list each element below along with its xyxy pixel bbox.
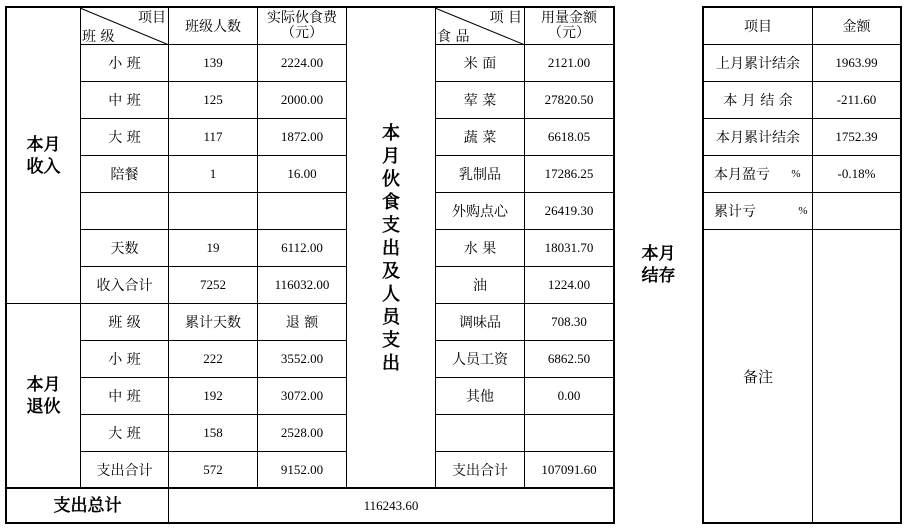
balance-row-name: 累计亏 — [714, 204, 756, 220]
expense-row-name: 支出合计 — [452, 462, 508, 479]
income-row-count: 7252 — [200, 277, 226, 292]
withdraw-row-amount: 3072.00 — [280, 388, 324, 403]
expense-row-amount: 2121.00 — [547, 55, 591, 70]
expense-vertical-char: 支 — [382, 214, 400, 236]
expense-vertical-char: 月 — [382, 145, 400, 167]
balance-col-amount-header: 金额 — [842, 19, 871, 35]
withdraw-row-name: 中 班 — [108, 389, 141, 405]
expense-vertical-char: 支 — [382, 329, 400, 351]
expense-vertical-label — [347, 8, 435, 488]
withdraw-row-days: 222 — [203, 351, 223, 366]
income-row-amount — [258, 193, 346, 229]
balance-col-item-header: 项目 — [744, 19, 772, 35]
expense-corner-bottom: 食 品 — [437, 29, 470, 45]
income-corner-top: 项目 — [138, 10, 166, 26]
balance-row-amount: 1963.99 — [835, 55, 878, 70]
withdraw-row-amount: 2528.00 — [280, 425, 324, 440]
income-row-count: 117 — [203, 129, 223, 144]
balance-label-line1: 本月 — [641, 244, 676, 264]
expense-row-amount: 6862.50 — [547, 351, 591, 366]
income-row-name — [81, 193, 168, 229]
total-label: 支出总计 — [53, 495, 122, 516]
income-row-amount: 116032.00 — [274, 277, 330, 292]
expense-vertical-char: 食 — [382, 191, 400, 213]
withdraw-row-amount: 3552.00 — [280, 351, 324, 366]
expense-col-amount-line1: 用量金额 — [541, 10, 597, 26]
income-row-amount: 6112.00 — [281, 240, 323, 255]
expense-row-amount: 18031.70 — [544, 240, 594, 255]
income-col-count-header: 班级人数 — [185, 19, 241, 35]
withdraw-section-label — [7, 304, 80, 487]
income-col-fee-line1: 实际伙食费 — [267, 10, 337, 26]
expense-row-amount: 1224.00 — [547, 277, 591, 292]
income-row-count: 1 — [209, 166, 217, 181]
expense-row-name: 荤 菜 — [463, 93, 497, 109]
expense-row-name: 调味品 — [459, 315, 501, 331]
income-label-line2: 收入 — [26, 156, 61, 177]
withdraw-row-name: 大 班 — [108, 426, 141, 442]
expense-row-name — [436, 415, 524, 451]
expense-row-amount — [525, 415, 613, 451]
withdraw-label-line2: 退伙 — [26, 396, 61, 417]
income-label-line1: 本月 — [26, 134, 61, 155]
withdraw-col-refund-header: 退 额 — [285, 315, 319, 331]
total-value: 116243.60 — [363, 497, 419, 513]
expense-vertical-char: 出 — [382, 237, 400, 259]
income-row-name: 收入合计 — [96, 278, 153, 294]
expense-vertical-char: 及 — [382, 260, 400, 282]
income-row-name: 陪餐 — [110, 167, 139, 183]
expense-vertical-char: 人 — [382, 283, 400, 305]
income-col-fee-header — [258, 8, 346, 44]
income-row-amount: 1872.00 — [280, 129, 324, 144]
balance-row-name: 本月盈亏 — [714, 167, 770, 183]
withdraw-label-line1: 本月 — [26, 374, 61, 395]
expense-row-name: 外购点心 — [452, 204, 508, 220]
expense-row-name: 蔬 菜 — [463, 130, 497, 146]
balance-remark-label: 备注 — [742, 367, 773, 386]
balance-row-unit: % — [791, 168, 801, 180]
expense-vertical-char: 员 — [382, 306, 400, 328]
expense-vertical-char: 出 — [382, 352, 400, 374]
withdraw-row-amount: 9152.00 — [280, 461, 324, 477]
income-row-name: 小 班 — [108, 56, 141, 72]
balance-row-name: 本 月 结 余 — [723, 93, 793, 109]
expense-row-name: 其他 — [466, 389, 494, 405]
expense-row-name: 油 — [473, 278, 487, 294]
income-row-name: 天数 — [110, 241, 139, 257]
expense-row-amount: 708.30 — [551, 314, 587, 329]
expense-col-amount-header — [525, 8, 613, 44]
expense-row-name: 人员工资 — [452, 352, 508, 368]
expense-row-amount: 0.00 — [557, 388, 581, 403]
balance-row-name: 上月累计结余 — [716, 56, 800, 72]
income-row-name: 中 班 — [108, 93, 141, 109]
income-row-count: 139 — [203, 55, 223, 70]
expense-row-amount: 107091.60 — [541, 461, 597, 477]
balance-row-amount — [813, 193, 900, 229]
expense-corner-top: 项 目 — [489, 10, 522, 26]
balance-row-name: 本月累计结余 — [716, 130, 800, 146]
income-row-count: 125 — [203, 92, 223, 107]
expense-col-amount-line2: （元） — [548, 25, 590, 41]
income-section-label — [7, 8, 80, 303]
income-row-amount: 16.00 — [287, 166, 317, 181]
income-col-fee-line2: （元） — [281, 25, 323, 41]
income-corner-bottom: 班 级 — [82, 29, 115, 45]
balance-section-label — [615, 8, 702, 522]
withdraw-row-name: 支出合计 — [96, 462, 153, 479]
balance-row-amount: 1752.39 — [835, 129, 878, 144]
income-row-count: 19 — [206, 240, 220, 255]
expense-vertical-char: 本 — [382, 122, 400, 144]
expense-row-name: 水 果 — [463, 241, 497, 257]
expense-row-amount: 17286.25 — [544, 166, 594, 181]
balance-label-line2: 结存 — [641, 266, 676, 286]
withdraw-row-days: 572 — [203, 461, 223, 477]
expense-row-name: 乳制品 — [459, 167, 501, 183]
withdraw-row-days: 192 — [203, 388, 223, 403]
expense-row-amount: 26419.30 — [544, 203, 594, 218]
withdraw-col-days-header: 累计天数 — [185, 315, 241, 331]
balance-row-amount: -0.18% — [837, 166, 876, 181]
withdraw-row-days: 158 — [203, 425, 223, 440]
balance-row-amount: -211.60 — [836, 92, 877, 107]
expense-row-amount: 27820.50 — [544, 92, 594, 107]
income-row-count — [169, 193, 257, 229]
withdraw-row-name: 小 班 — [108, 352, 141, 368]
income-row-name: 大 班 — [108, 130, 141, 146]
expense-row-amount: 6618.05 — [547, 129, 591, 144]
balance-row-unit: % — [798, 205, 808, 217]
expense-vertical-char: 伙 — [382, 168, 400, 190]
expense-row-name: 米 面 — [463, 56, 497, 72]
income-row-amount: 2000.00 — [280, 92, 324, 107]
income-row-amount: 2224.00 — [280, 55, 324, 70]
withdraw-col-class-header: 班 级 — [108, 315, 141, 331]
